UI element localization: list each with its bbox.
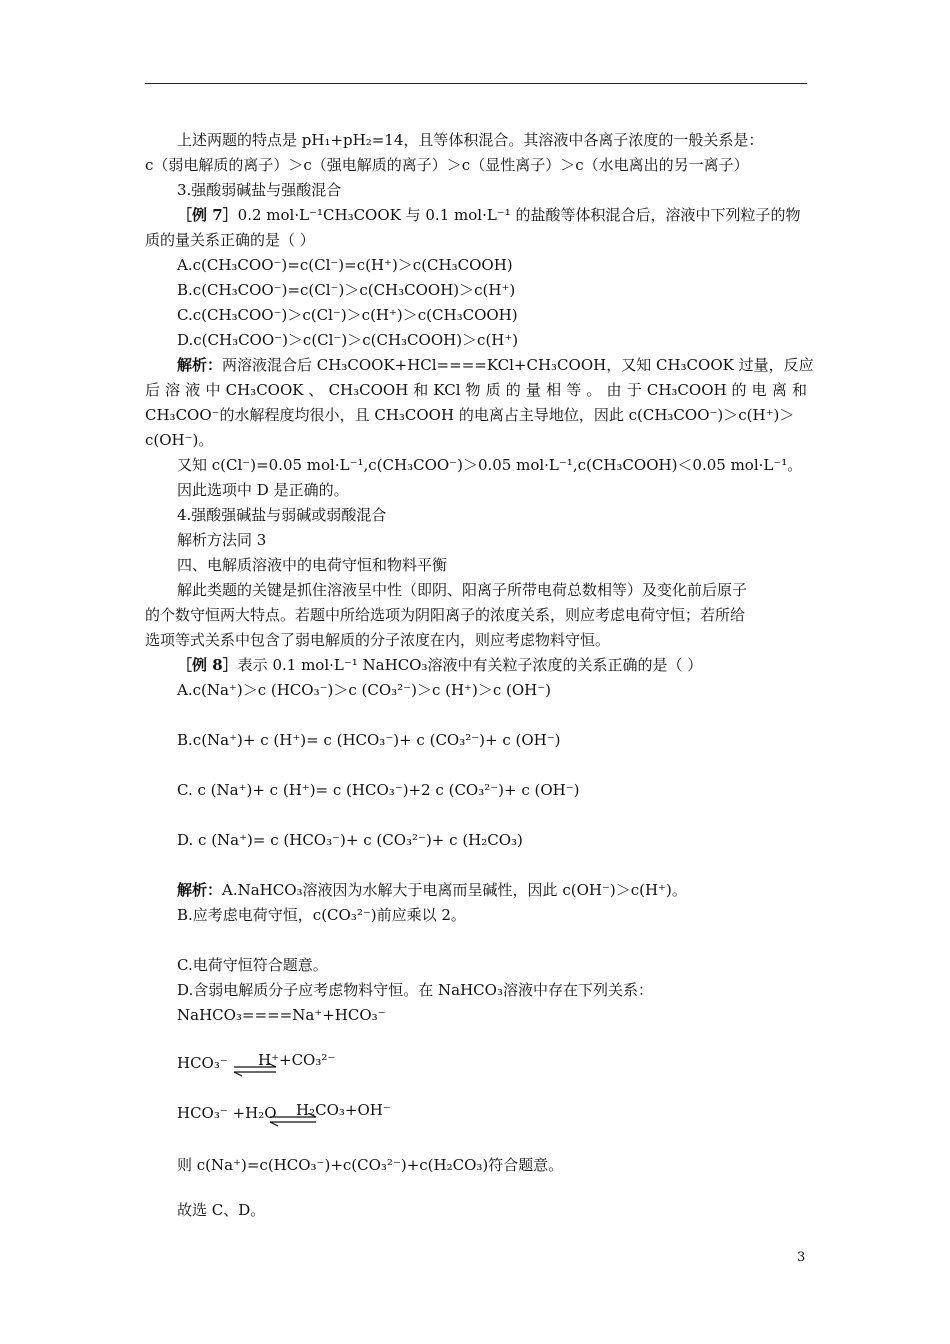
- text-line-l16: 4.强酸强碱盐与弱碱或弱酸混合: [177, 506, 387, 524]
- bold-label: ［例 7］: [177, 206, 238, 224]
- text-line-l18: 四、电解质溶液中的电荷守恒和物料平衡: [177, 556, 448, 574]
- text-line-l28: B.应考虑电荷守恒，c(CO₃²⁻)前应乘以 2。: [177, 906, 466, 924]
- text-line-l07: B.c(CH₃COO⁻)=c(Cl⁻)＞c(CH₃COOH)＞c(H⁺): [177, 281, 516, 299]
- text-line-l23: A.c(Na⁺)＞c (HCO₃⁻)＞c (CO₃²⁻)＞c (H⁺)＞c (OH⁻): [177, 681, 551, 699]
- text-line-l30: D.含弱电解质分子应考虑物料守恒。在 NaHCO₃溶液中存在下列关系：: [177, 981, 653, 999]
- equilibrium-2-right: H₂CO₃+OH⁻: [296, 1101, 391, 1119]
- text-line-l15: 因此选项中 D 是正确的。: [177, 481, 349, 499]
- text-line-l11: 后 溶 液 中 CH₃COOK 、 CH₃COOH 和 KCl 物 质 的 量 相 等 。 由 于 CH₃COOH 的 电 离 和: [145, 381, 807, 399]
- text-line-l36: 故选 C、D。: [177, 1201, 266, 1219]
- page-number: 3: [797, 1250, 806, 1265]
- text-line-l13: c(OH⁻)。: [145, 431, 214, 449]
- text-line-l02: c（弱电解质的离子）＞c（强电解质的离子）＞c（显性离子）＞c（水电离出的另一离子）: [145, 156, 749, 174]
- bold-label: 解析：: [177, 881, 223, 899]
- text-line-l27: 解析：A.NaHCO₃溶液因为水解大于电离而呈碱性，因此 c(OH⁻)＞c(H⁺)。: [177, 881, 687, 899]
- text-line-l29: C.电荷守恒符合题意。: [177, 956, 328, 974]
- text-line-l14: 又知 c(Cl⁻)=0.05 mol·L⁻¹,c(CH₃COO⁻)＞0.05 mol·L⁻¹,c(CH₃COOH)＜0.05 mol·L⁻¹。: [177, 456, 803, 474]
- text-line-l08: C.c(CH₃COO⁻)＞c(Cl⁻)＞c(H⁺)＞c(CH₃COOH): [177, 306, 518, 324]
- text-line-l12: CH₃COO⁻的水解程度均很小，且 CH₃COOH 的电离占主导地位，因此 c(CH₃COO⁻)＞c(H⁺)＞: [145, 406, 795, 424]
- text-line-l05: 质的量关系正确的是（ ）: [145, 231, 315, 249]
- equilibrium-1-left: HCO₃⁻: [177, 1054, 228, 1072]
- equilibrium-1-right: H⁺+CO₃²⁻: [258, 1051, 336, 1069]
- text-line-l35: 则 c(Na⁺)=c(HCO₃⁻)+c(CO₃²⁻)+c(H₂CO₃)符合题意。: [177, 1156, 564, 1174]
- text-line-l26: D. c (Na⁺)= c (HCO₃⁻)+ c (CO₃²⁻)+ c (H₂CO₃): [177, 831, 523, 849]
- text-line-l25: C. c (Na⁺)+ c (H⁺)= c (HCO₃⁻)+2 c (CO₃²⁻)+ c (OH⁻): [177, 781, 580, 799]
- text-line-l31: NaHCO₃====Na⁺+HCO₃⁻: [177, 1006, 386, 1024]
- bold-label: 解析：: [177, 356, 223, 374]
- text-line-l03: 3.强酸弱碱盐与强酸混合: [177, 181, 342, 199]
- text-line-l17: 解析方法同 3: [177, 531, 267, 549]
- text-line-l06: A.c(CH₃COO⁻)=c(Cl⁻)=c(H⁺)＞c(CH₃COOH): [177, 256, 513, 274]
- equilibrium-2-left: HCO₃⁻ +H₂O: [177, 1104, 277, 1122]
- text-line-l19: 解此类题的关键是抓住溶液呈中性（即阴、阳离子所带电荷总数相等）及变化前后原子: [177, 581, 748, 599]
- text-line-l01: 上述两题的特点是 pH₁+pH₂=14，且等体积混合。其溶液中各离子浓度的一般关系是：: [177, 131, 764, 149]
- text-line-l10: 解析：两溶液混合后 CH₃COOK+HCl====KCl+CH₃COOH，又知 CH₃COOK 过量，反应: [177, 356, 814, 374]
- text-line-l20: 的个数守恒两大特点。若题中所给选项为阴阳离子的浓度关系，则应考虑电荷守恒；若所给: [145, 606, 746, 624]
- bold-label: ［例 8］: [177, 656, 238, 674]
- text-line-l21: 选项等式关系中包含了弱电解质的分子浓度在内，则应考虑物料守恒。: [145, 631, 611, 649]
- text-line-l04: ［例 7］0.2 mol·L⁻¹CH₃COOK 与 0.1 mol·L⁻¹ 的盐酸等体积混合后，溶液中下列粒子的物: [177, 206, 801, 224]
- text-line-l22: ［例 8］表示 0.1 mol·L⁻¹ NaHCO₃溶液中有关粒子浓度的关系正确的是（ ）: [177, 656, 703, 674]
- text-line-l09: D.c(CH₃COO⁻)＞c(Cl⁻)＞c(CH₃COOH)＞c(H⁺): [177, 331, 519, 349]
- header-rule: [145, 83, 807, 84]
- text-line-l24: B.c(Na⁺)+ c (H⁺)= c (HCO₃⁻)+ c (CO₃²⁻)+ c (OH⁻): [177, 731, 561, 749]
